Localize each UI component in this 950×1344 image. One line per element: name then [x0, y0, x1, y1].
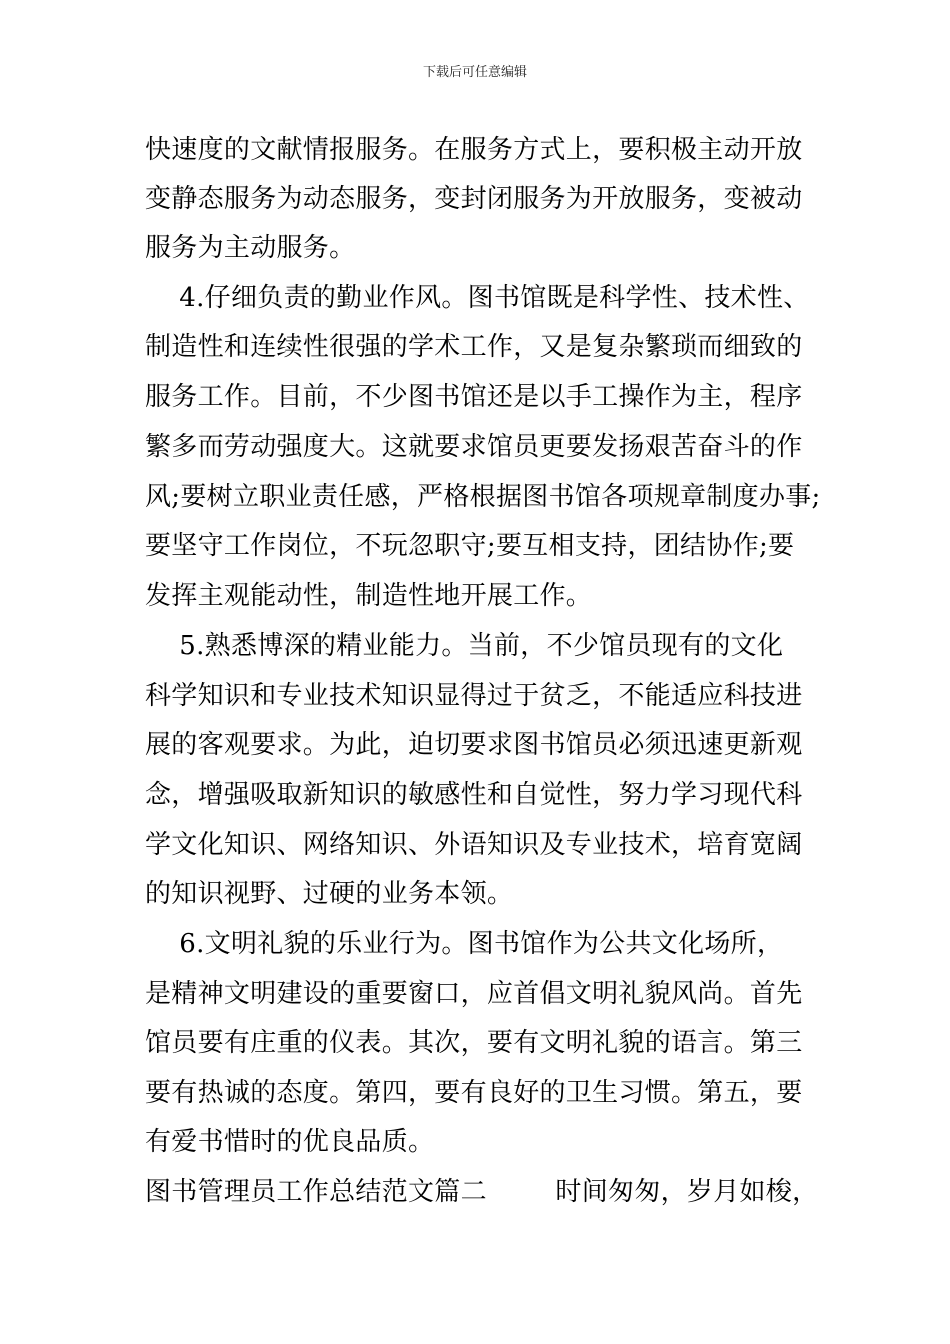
paragraph-line: 的知识视野、过硬的业务本领。 — [145, 879, 514, 909]
paragraph-line: 是精神文明建设的重要窗口，应首倡文明礼貌风尚。首先 — [145, 979, 803, 1009]
paragraph-line: 风;要树立职业责任感，严格根据图书馆各项规章制度办事; — [145, 482, 821, 512]
paragraph-line: 繁多而劳动强度大。这就要求馆员更要发扬艰苦奋斗的作 — [145, 432, 803, 462]
section-title-line: 图书管理员工作总结范文篇二 时间匆匆，岁月如梭， — [145, 1177, 819, 1207]
paragraph-line: 4.仔细负责的勤业作风。图书馆既是科学性、技术性、 — [145, 283, 810, 313]
paragraph-line: 6.文明礼貌的乐业行为。图书馆作为公共文化场所， — [145, 929, 784, 959]
paragraph-line: 快速度的文献情报服务。在服务方式上，要积极主动开放 — [145, 135, 803, 165]
paragraph-line: 念，增强吸取新知识的敏感性和自觉性，努力学习现代科 — [145, 780, 803, 810]
paragraph-line: 制造性和连续性很强的学术工作，又是复杂繁琐而细致的 — [145, 332, 803, 362]
paragraph-line: 服务为主动服务。 — [145, 233, 356, 263]
paragraph-line: 5.熟悉博深的精业能力。当前，不少馆员现有的文化 — [145, 631, 784, 661]
paragraph-line: 科学知识和专业技术知识显得过于贫乏，不能适应科技进 — [145, 681, 803, 711]
paragraph-line: 展的客观要求。为此，迫切要求图书馆员必须迅速更新观 — [145, 730, 803, 760]
paragraph-line: 学文化知识、网络知识、外语知识及专业技术，培育宽阔 — [145, 830, 803, 860]
paragraph-line: 要有热诚的态度。第四，要有良好的卫生习惯。第五，要 — [145, 1078, 803, 1108]
paragraph-line: 变静态服务为动态服务，变封闭服务为开放服务，变被动 — [145, 184, 803, 214]
paragraph-line: 要坚守工作岗位，不玩忽职守;要互相支持，团结协作;要 — [145, 531, 795, 561]
paragraph-line: 馆员要有庄重的仪表。其次，要有文明礼貌的语言。第三 — [145, 1028, 803, 1058]
paragraph-line: 服务工作。目前，不少图书馆还是以手工操作为主，程序 — [145, 382, 803, 412]
page-header: 下载后可任意编辑 — [422, 65, 527, 80]
paragraph-line: 有爱书惜时的优良品质。 — [145, 1127, 435, 1157]
paragraph-line: 发挥主观能动性，制造性地开展工作。 — [145, 581, 593, 611]
